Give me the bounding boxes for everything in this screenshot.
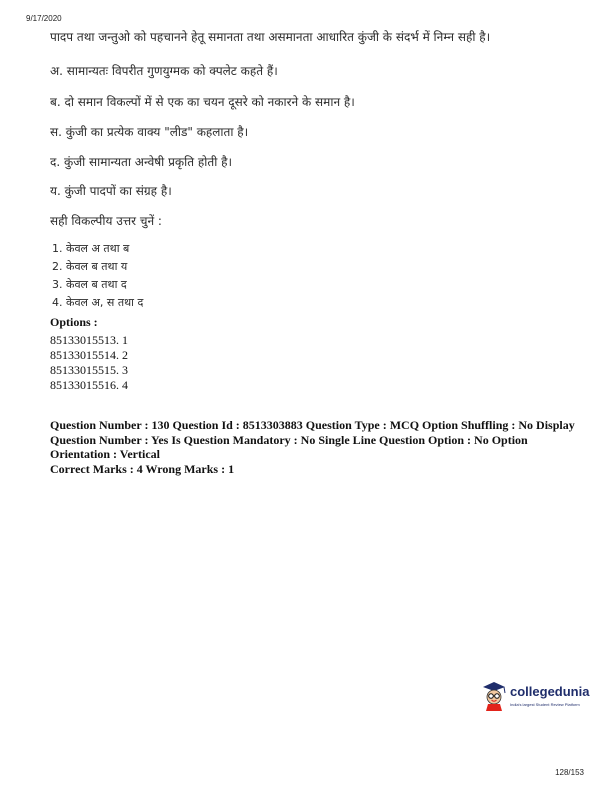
answer-instruction: सही विकल्पीय उत्तर चुनें : — [50, 214, 162, 228]
statement-b: ब. दो समान विकल्पों में से एक का चयन दूसरे को नकारने के समान है। — [50, 95, 355, 109]
statement-e: य. कुंजी पादपों का संग्रह है। — [50, 184, 172, 198]
logo-tagline: India's largest Student Review Platform — [510, 702, 580, 707]
option-item-4: 85133015516. 4 — [50, 378, 128, 392]
print-date: 9/17/2020 — [26, 14, 62, 23]
statement-c: स. कुंजी का प्रत्येक वाक्य "लीड" कहलाता है। — [50, 125, 249, 139]
marks-info: Correct Marks : 4 Wrong Marks : 1 — [50, 462, 235, 476]
option-item-2: 85133015514. 2 — [50, 348, 128, 362]
choice-1: 1. केवल अ तथा ब — [52, 242, 130, 255]
option-item-3: 85133015515. 3 — [50, 363, 128, 377]
option-item-1: 85133015513. 1 — [50, 333, 128, 347]
options-heading: Options : — [50, 315, 98, 329]
mascot-icon — [480, 680, 508, 712]
question-stem: पादप तथा जन्तुओ को पहचानने हेतू समानता तथा असमानता आधारित कुंजी के संदर्भ में निम्न सही है। — [50, 30, 491, 44]
collegedunia-logo — [480, 680, 590, 714]
choice-4: 4. केवल अ, स तथा द — [52, 296, 144, 309]
statement-a: अ. सामान्यतः विपरीत गुणयुग्मक को क्पलेट कहते हैं। — [50, 64, 278, 78]
choice-3: 3. केवल ब तथा द — [52, 278, 127, 291]
question-meta: Question Number : 130 Question Id : 8513303883 Question Type : MCQ Option Shuffling : No Display Question Number : Yes Is Question Mandatory : No Single Line Question Option : No Option Orientation : Vertical — [50, 418, 575, 461]
choice-2: 2. केवल ब तथा य — [52, 260, 128, 273]
logo-wordmark: collegedunia — [510, 684, 590, 699]
page-number: 128/153 — [555, 768, 584, 777]
statement-d: द. कुंजी सामान्यता अन्वेषी प्रकृति होती है। — [50, 155, 233, 169]
